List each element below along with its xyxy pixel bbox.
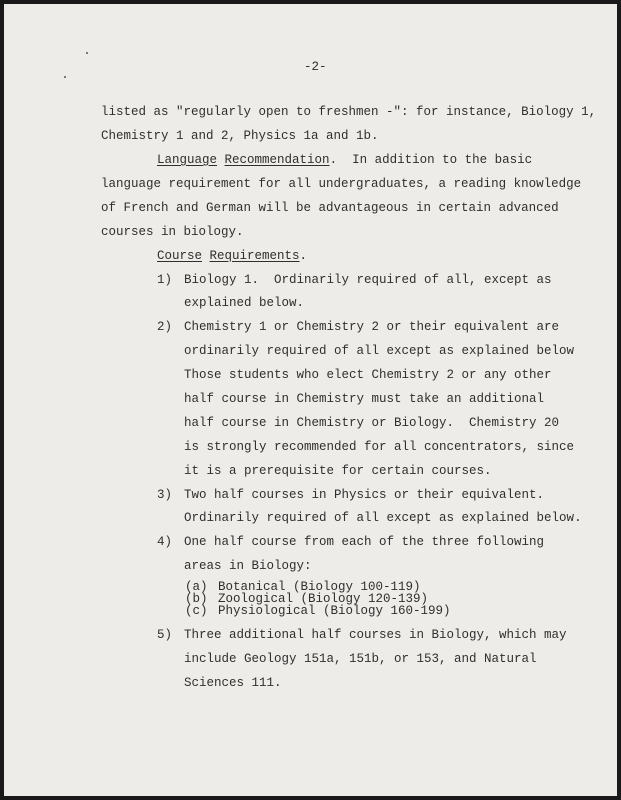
item-line: areas in Biology: [184, 559, 312, 573]
item-line: Those students who elect Chemistry 2 or any other [184, 368, 552, 382]
subitem-mark: (c) [185, 604, 208, 618]
heading-text: . [299, 249, 308, 263]
item-line: Sciences 111. [184, 676, 282, 690]
document-page [4, 4, 617, 796]
course-heading [157, 249, 307, 263]
item-line: Chemistry 1 or Chemistry 2 or their equivalent are [184, 320, 560, 334]
item-line: Biology 1. Ordinarily required of all, except as [184, 273, 552, 287]
item-line: Two half courses in Physics or their equivalent. [184, 488, 545, 502]
item-number: 5) [157, 628, 173, 642]
language-line: of French and German will be advantageous in certain advanced [101, 201, 559, 215]
item-line: Three additional half courses in Biology, which may [184, 628, 567, 642]
item-line: Ordinarily required of all except as explained below. [184, 511, 582, 525]
subitem-mark: (b) [185, 592, 208, 606]
subitem-mark: (a) [185, 580, 208, 594]
item-number: 2) [157, 320, 173, 334]
subitem-text: Zoological (Biology 120-139) [218, 592, 429, 606]
item-line: ordinarily required of all except as explained below [184, 344, 575, 358]
intro-line: listed as "regularly open to freshmen -": for instance, Biology 1, [101, 105, 597, 119]
language-line: language requirement for all undergraduates, a reading knowledge [101, 177, 582, 191]
item-number: 3) [157, 488, 173, 502]
item-line: is strongly recommended for all concentrators, since [184, 440, 575, 454]
subitem-text: Physiological (Biology 160-199) [218, 604, 451, 618]
heading-word: Language [157, 153, 218, 167]
item-line: it is a prerequisite for certain courses. [184, 464, 492, 478]
heading-word: Recommendation [224, 153, 330, 167]
intro-line: Chemistry 1 and 2, Physics 1a and 1b. [101, 129, 379, 143]
subitem-text: Botanical (Biology 100-119) [218, 580, 421, 594]
item-line: One half course from each of the three following [184, 535, 545, 549]
item-line: explained below. [184, 296, 305, 310]
item-number: 4) [157, 535, 173, 549]
page-number: -2- [304, 60, 327, 74]
heading-word: Requirements [209, 249, 300, 263]
item-number: 1) [157, 273, 173, 287]
item-line: half course in Chemistry must take an additional [184, 392, 545, 406]
language-heading [157, 153, 532, 167]
item-line: include Geology 151a, 151b, or 153, and Natural [184, 652, 537, 666]
speck [64, 76, 66, 78]
language-line: courses in biology. [101, 225, 244, 239]
heading-word: Course [157, 249, 203, 263]
heading-text: . In addition to the basic [329, 153, 533, 167]
item-line: half course in Chemistry or Biology. Chemistry 20 [184, 416, 560, 430]
speck [86, 52, 88, 54]
